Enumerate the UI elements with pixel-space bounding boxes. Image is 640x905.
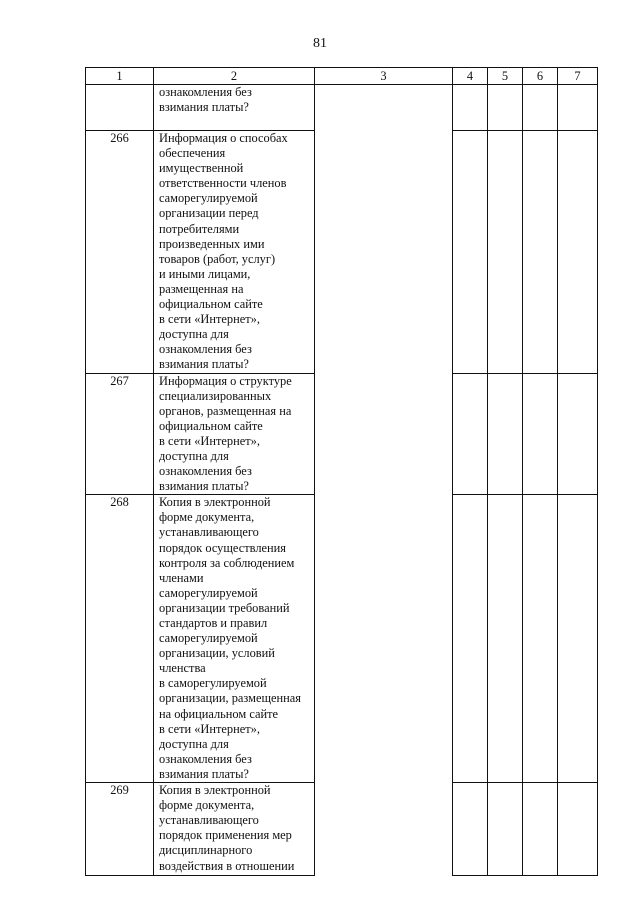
answer-col-5 [488,131,523,374]
answer-col-5 [488,85,523,131]
question-cell: Копия в электронной форме документа, устанавливающего порядок применения мер дисциплинарного воздействия в отношении [154,783,315,876]
question-cell: Информация о структуре специализированных органов, размещенная на официальном сайте в сети «Интернет», доступна для ознакомления без взимания платы? [154,373,315,495]
checklist-table [85,67,598,876]
answer-col-6 [523,783,558,876]
table-row-continued [86,85,598,131]
header-row [86,68,598,85]
answer-col-3 [315,85,453,876]
answer-col-7 [558,783,598,876]
answer-col-4 [453,131,488,374]
answer-col-6 [523,373,558,495]
col-header-5: 5 [488,68,523,85]
row-number-cell: 267 [86,373,154,495]
question-cell: ознакомления без взимания платы? [154,85,315,131]
answer-col-5 [488,373,523,495]
col-header-1: 1 [86,68,154,85]
answer-col-4 [453,495,488,783]
answer-col-4 [453,85,488,131]
answer-col-4 [453,373,488,495]
row-number-cell [86,85,154,131]
question-cell: Информация о способах обеспечения имущественной ответственности членов саморегулируемой организации перед потребителями произведенных ими товаров (работ, услуг) и иными лицами, размещенная на официальном сайте в сети «Интернет», доступна для ознакомления без взимания платы? [154,131,315,374]
col-header-4: 4 [453,68,488,85]
answer-col-5 [488,495,523,783]
answer-col-5 [488,783,523,876]
question-cell: Копия в электронной форме документа, устанавливающего порядок осуществления контроля за соблюдением членами саморегулируемой организации требований стандартов и правил саморегулируемой организации, условий членства в саморегулируемой организации, размещенная на официальном сайте в сети «Интернет», доступна для ознакомления без взимания платы? [154,495,315,783]
answer-col-4 [453,783,488,876]
row-number-cell: 269 [86,783,154,876]
answer-col-6 [523,85,558,131]
answer-col-7 [558,495,598,783]
answer-col-7 [558,373,598,495]
row-number-cell: 266 [86,131,154,374]
answer-col-6 [523,131,558,374]
col-header-7: 7 [558,68,598,85]
answer-col-6 [523,495,558,783]
answer-col-7 [558,85,598,131]
page-number: 81 [313,36,327,51]
row-number-cell: 268 [86,495,154,783]
col-header-6: 6 [523,68,558,85]
col-header-2: 2 [154,68,315,85]
answer-col-7 [558,131,598,374]
col-header-3: 3 [315,68,453,85]
